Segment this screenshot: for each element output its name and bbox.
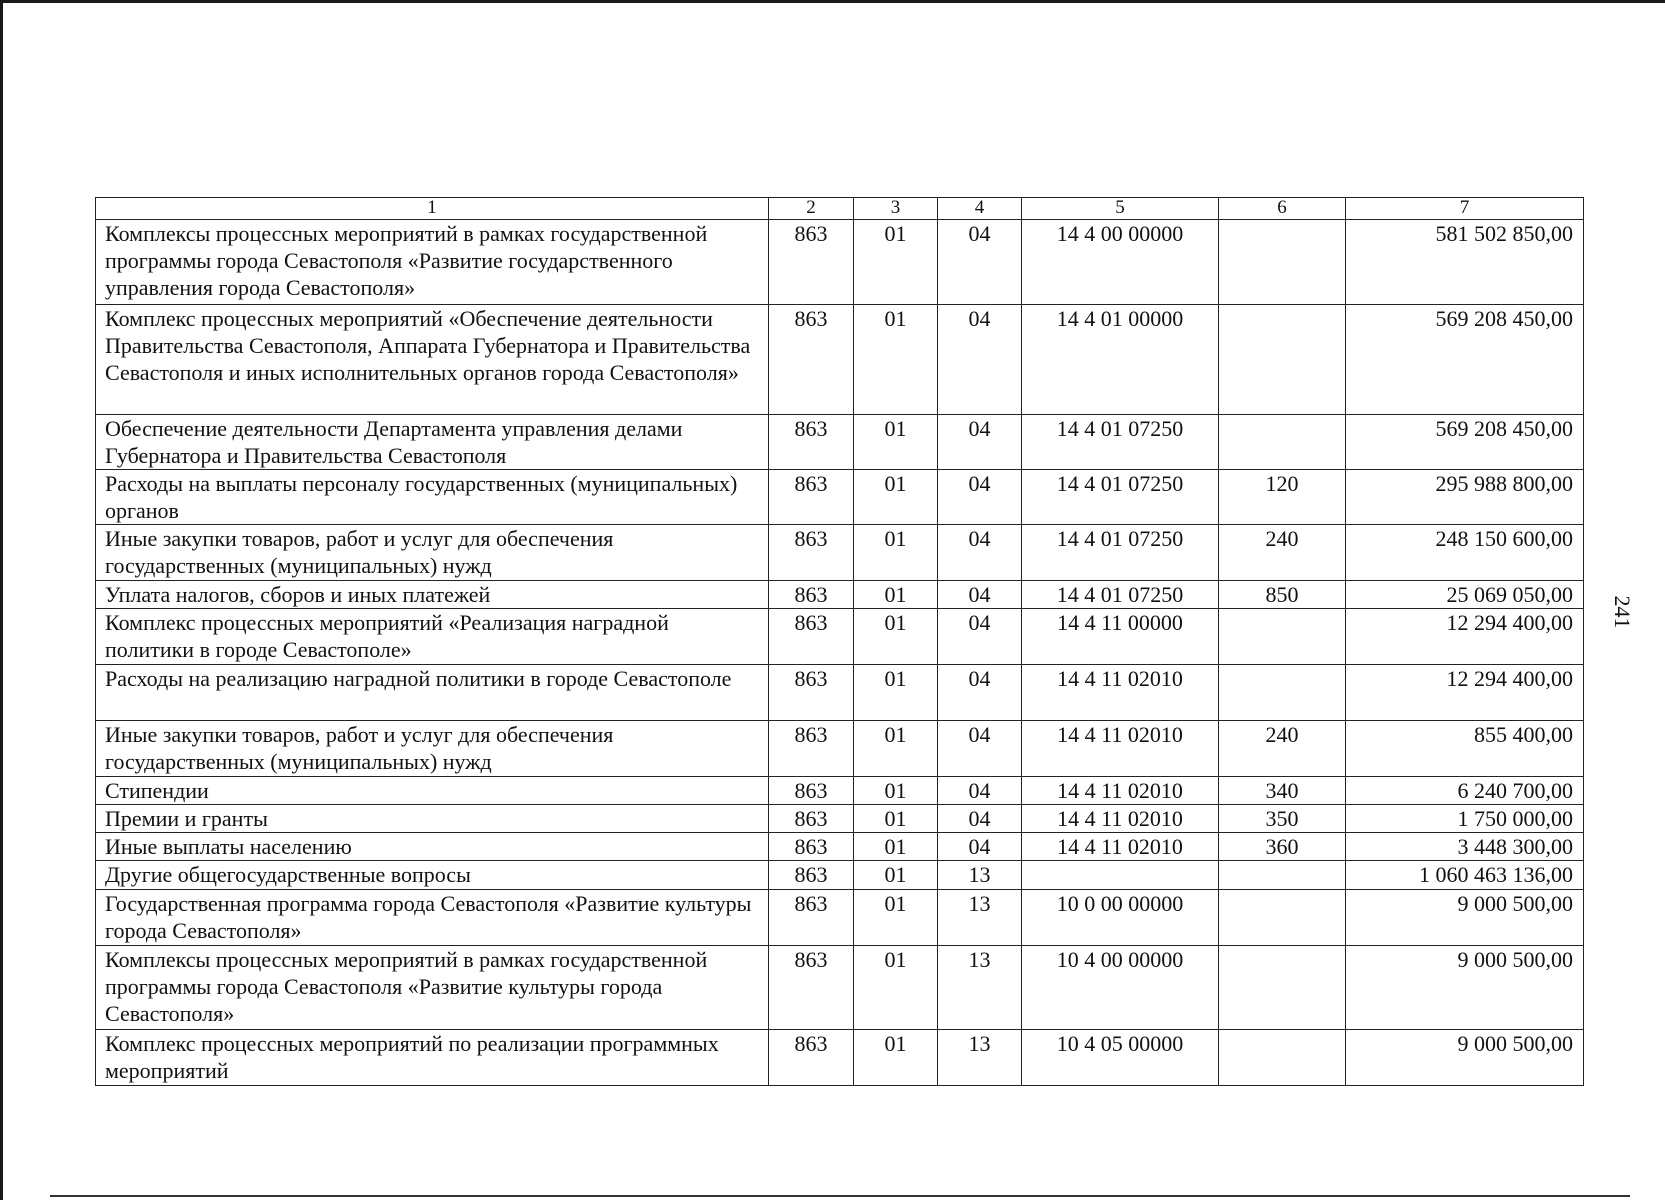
- row-vr-cell: 240: [1219, 721, 1346, 777]
- row-pr-cell: 04: [938, 721, 1022, 777]
- header-cell: 3: [854, 198, 938, 220]
- row-sum-cell: 9 000 500,00: [1346, 1030, 1584, 1086]
- row-csr-cell: 14 4 11 02010: [1022, 665, 1219, 721]
- row-name-cell: Комплекс процессных мероприятий по реализации программных мероприятий: [96, 1030, 769, 1086]
- row-pr-cell: 04: [938, 525, 1022, 581]
- row-rz-cell: 01: [854, 415, 938, 470]
- row-pr-cell: 04: [938, 581, 1022, 609]
- row-ved-cell: 863: [769, 721, 854, 777]
- row-rz-cell: 01: [854, 721, 938, 777]
- row-rz-cell: 01: [854, 609, 938, 665]
- row-vr-cell: [1219, 220, 1346, 305]
- scan-edge-left: [0, 0, 3, 1200]
- header-cell: 7: [1346, 198, 1584, 220]
- row-csr-cell: 14 4 01 07250: [1022, 581, 1219, 609]
- row-sum-cell: 569 208 450,00: [1346, 415, 1584, 470]
- row-ved-cell: 863: [769, 220, 854, 305]
- table-row: [96, 220, 1584, 305]
- table-row: [96, 1030, 1584, 1086]
- row-vr-cell: 350: [1219, 805, 1346, 833]
- row-ved-cell: 863: [769, 581, 854, 609]
- row-name-cell: Иные закупки товаров, работ и услуг для обеспечения государственных (муниципальных) нужд: [96, 525, 769, 581]
- row-pr-cell: 13: [938, 946, 1022, 1030]
- row-sum-cell: 3 448 300,00: [1346, 833, 1584, 861]
- row-vr-cell: [1219, 1030, 1346, 1086]
- row-csr-cell: 10 0 00 00000: [1022, 890, 1219, 946]
- row-rz-cell: 01: [854, 220, 938, 305]
- row-rz-cell: 01: [854, 665, 938, 721]
- row-pr-cell: 04: [938, 777, 1022, 805]
- row-name-cell: Государственная программа города Севастополя «Развитие культуры города Севастополя»: [96, 890, 769, 946]
- row-rz-cell: 01: [854, 833, 938, 861]
- row-vr-cell: 340: [1219, 777, 1346, 805]
- row-pr-cell: 04: [938, 805, 1022, 833]
- row-csr-cell: 14 4 00 00000: [1022, 220, 1219, 305]
- row-ved-cell: 863: [769, 415, 854, 470]
- row-sum-cell: 25 069 050,00: [1346, 581, 1584, 609]
- row-rz-cell: 01: [854, 890, 938, 946]
- row-name-cell: Комплексы процессных мероприятий в рамках государственной программы города Севастополя «Развитие культуры города Севастополя»: [96, 946, 769, 1030]
- row-vr-cell: [1219, 305, 1346, 415]
- row-pr-cell: 13: [938, 890, 1022, 946]
- row-ved-cell: 863: [769, 470, 854, 525]
- table-row: [96, 861, 1584, 890]
- row-csr-cell: 14 4 01 07250: [1022, 525, 1219, 581]
- row-csr-cell: 14 4 11 02010: [1022, 833, 1219, 861]
- row-sum-cell: 12 294 400,00: [1346, 665, 1584, 721]
- table-row: [96, 777, 1584, 805]
- row-vr-cell: [1219, 861, 1346, 890]
- header-row: [96, 198, 1584, 220]
- row-name-cell: Расходы на реализацию наградной политики в городе Севастополе: [96, 665, 769, 721]
- row-sum-cell: 295 988 800,00: [1346, 470, 1584, 525]
- row-name-cell: Обеспечение деятельности Департамента управления делами Губернатора и Правительства Севастополя: [96, 415, 769, 470]
- row-rz-cell: 01: [854, 525, 938, 581]
- row-rz-cell: 01: [854, 805, 938, 833]
- page-number: 241: [1610, 595, 1635, 629]
- row-name-cell: Уплата налогов, сборов и иных платежей: [96, 581, 769, 609]
- header-cell: 4: [938, 198, 1022, 220]
- row-csr-cell: 14 4 11 02010: [1022, 721, 1219, 777]
- row-vr-cell: 120: [1219, 470, 1346, 525]
- row-csr-cell: 10 4 00 00000: [1022, 946, 1219, 1030]
- row-pr-cell: 04: [938, 609, 1022, 665]
- row-ved-cell: 863: [769, 833, 854, 861]
- row-csr-cell: 14 4 01 07250: [1022, 415, 1219, 470]
- row-ved-cell: 863: [769, 525, 854, 581]
- row-name-cell: Стипендии: [96, 777, 769, 805]
- header-cell: 5: [1022, 198, 1219, 220]
- row-vr-cell: 360: [1219, 833, 1346, 861]
- row-ved-cell: 863: [769, 1030, 854, 1086]
- row-sum-cell: 6 240 700,00: [1346, 777, 1584, 805]
- row-name-cell: Премии и гранты: [96, 805, 769, 833]
- row-name-cell: Комплекс процессных мероприятий «Обеспечение деятельности Правительства Севастополя, Аппарата Губернатора и Правительства Севастополя и иных исполнительных органов города Севастополя»: [96, 305, 769, 415]
- table-row: [96, 890, 1584, 946]
- row-rz-cell: 01: [854, 305, 938, 415]
- table-row: [96, 833, 1584, 861]
- bottom-rule: [50, 1195, 1630, 1197]
- table-row: [96, 665, 1584, 721]
- row-ved-cell: 863: [769, 665, 854, 721]
- row-pr-cell: 04: [938, 305, 1022, 415]
- row-name-cell: Иные выплаты населению: [96, 833, 769, 861]
- row-ved-cell: 863: [769, 805, 854, 833]
- row-pr-cell: 13: [938, 861, 1022, 890]
- row-vr-cell: [1219, 665, 1346, 721]
- header-cell: 6: [1219, 198, 1346, 220]
- table-row: [96, 415, 1584, 470]
- row-name-cell: Комплексы процессных мероприятий в рамках государственной программы города Севастополя «Развитие государственного управления города Севастополя»: [96, 220, 769, 305]
- row-sum-cell: 9 000 500,00: [1346, 946, 1584, 1030]
- row-csr-cell: 10 4 05 00000: [1022, 1030, 1219, 1086]
- header-cell: 1: [96, 198, 769, 220]
- row-rz-cell: 01: [854, 777, 938, 805]
- row-sum-cell: 581 502 850,00: [1346, 220, 1584, 305]
- row-vr-cell: 850: [1219, 581, 1346, 609]
- row-vr-cell: [1219, 609, 1346, 665]
- table-row: [96, 721, 1584, 777]
- row-pr-cell: 04: [938, 665, 1022, 721]
- row-csr-cell: [1022, 861, 1219, 890]
- row-name-cell: Другие общегосударственные вопросы: [96, 861, 769, 890]
- table-row: [96, 946, 1584, 1030]
- row-ved-cell: 863: [769, 777, 854, 805]
- row-vr-cell: 240: [1219, 525, 1346, 581]
- table-row: [96, 581, 1584, 609]
- row-sum-cell: 1 060 463 136,00: [1346, 861, 1584, 890]
- table-row: [96, 525, 1584, 581]
- row-sum-cell: 248 150 600,00: [1346, 525, 1584, 581]
- row-ved-cell: 863: [769, 305, 854, 415]
- row-pr-cell: 13: [938, 1030, 1022, 1086]
- row-sum-cell: 569 208 450,00: [1346, 305, 1584, 415]
- row-ved-cell: 863: [769, 946, 854, 1030]
- row-name-cell: Иные закупки товаров, работ и услуг для обеспечения государственных (муниципальных) нужд: [96, 721, 769, 777]
- row-vr-cell: [1219, 890, 1346, 946]
- row-pr-cell: 04: [938, 220, 1022, 305]
- row-rz-cell: 01: [854, 861, 938, 890]
- row-rz-cell: 01: [854, 946, 938, 1030]
- row-rz-cell: 01: [854, 1030, 938, 1086]
- scan-edge-top: [0, 0, 1665, 3]
- table-row: [96, 305, 1584, 415]
- row-csr-cell: 14 4 01 00000: [1022, 305, 1219, 415]
- row-rz-cell: 01: [854, 470, 938, 525]
- row-csr-cell: 14 4 11 02010: [1022, 777, 1219, 805]
- row-pr-cell: 04: [938, 470, 1022, 525]
- table-row: [96, 609, 1584, 665]
- table-body: [96, 198, 1584, 1086]
- row-sum-cell: 9 000 500,00: [1346, 890, 1584, 946]
- row-csr-cell: 14 4 01 07250: [1022, 470, 1219, 525]
- budget-table: [95, 197, 1584, 1086]
- row-csr-cell: 14 4 11 00000: [1022, 609, 1219, 665]
- row-sum-cell: 855 400,00: [1346, 721, 1584, 777]
- row-sum-cell: 1 750 000,00: [1346, 805, 1584, 833]
- row-ved-cell: 863: [769, 861, 854, 890]
- row-vr-cell: [1219, 946, 1346, 1030]
- row-vr-cell: [1219, 415, 1346, 470]
- table-row: [96, 470, 1584, 525]
- row-ved-cell: 863: [769, 609, 854, 665]
- row-name-cell: Комплекс процессных мероприятий «Реализация наградной политики в городе Севастополе»: [96, 609, 769, 665]
- header-cell: 2: [769, 198, 854, 220]
- row-csr-cell: 14 4 11 02010: [1022, 805, 1219, 833]
- row-rz-cell: 01: [854, 581, 938, 609]
- row-pr-cell: 04: [938, 415, 1022, 470]
- row-sum-cell: 12 294 400,00: [1346, 609, 1584, 665]
- row-pr-cell: 04: [938, 833, 1022, 861]
- row-name-cell: Расходы на выплаты персоналу государственных (муниципальных) органов: [96, 470, 769, 525]
- row-ved-cell: 863: [769, 890, 854, 946]
- table-row: [96, 805, 1584, 833]
